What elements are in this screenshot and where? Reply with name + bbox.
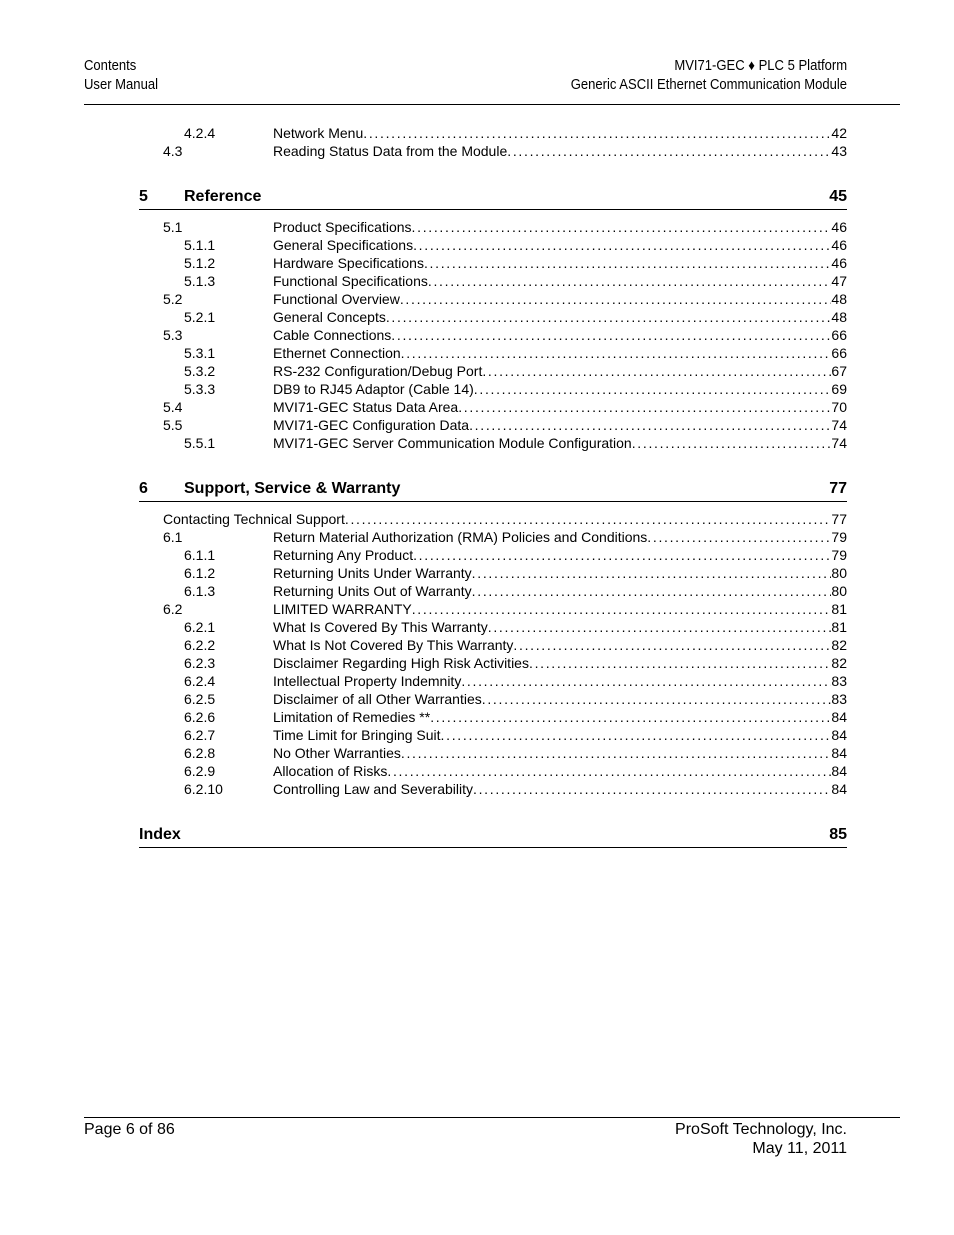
footer-date: May 11, 2011 <box>752 1140 847 1157</box>
toc-entry[interactable] <box>139 344 847 362</box>
toc-entry-title: LIMITED WARRANTY <box>273 601 412 617</box>
toc-entry[interactable] <box>139 762 847 780</box>
toc-entry[interactable] <box>139 528 847 546</box>
footer-company: ProSoft Technology, Inc. <box>675 1121 847 1138</box>
toc-entry[interactable] <box>139 398 847 416</box>
toc-dot-leader <box>430 708 831 726</box>
toc-entry-page: 77 <box>831 511 847 527</box>
toc-entry-number: 4.2.4 <box>184 125 216 141</box>
toc-entry-title: Product Specifications <box>273 219 412 235</box>
toc-entry-number: 6.2.9 <box>184 763 216 779</box>
toc-entry-title: RS-232 Configuration/Debug Port <box>273 363 483 379</box>
toc-entry-page: 83 <box>831 673 847 689</box>
toc-entry-page: 84 <box>831 727 847 743</box>
toc-entry-title: MVI71-GEC Server Communication Module Configuration <box>273 435 632 451</box>
toc-dot-leader <box>400 290 832 308</box>
toc-entry-number: 6.2.2 <box>184 637 216 653</box>
toc-entry-title: Disclaimer of all Other Warranties <box>273 691 482 707</box>
toc-entry-title: General Specifications <box>273 237 414 253</box>
toc-entry-number: 6.2 <box>163 601 183 617</box>
toc-entry-page: 66 <box>831 345 847 361</box>
toc-entry-page: 82 <box>831 637 847 653</box>
header-divider <box>84 104 900 105</box>
toc-entry-number: 6.2.10 <box>184 781 223 797</box>
toc-entry-title: Cable Connections <box>273 327 392 343</box>
toc-dot-leader <box>386 308 832 326</box>
toc-entry-title: Allocation of Risks <box>273 763 388 779</box>
toc-entry[interactable] <box>139 546 847 564</box>
chapter-title: Reference <box>184 188 262 205</box>
toc-entry-number: 4.3 <box>163 143 183 159</box>
toc-entry-number: 6.2.3 <box>184 655 216 671</box>
toc-dot-leader <box>513 636 831 654</box>
toc-chapter-6-heading[interactable] <box>139 479 847 502</box>
toc-chapter-5-list <box>139 218 847 452</box>
toc-entry-title: Returning Units Out of Warranty <box>273 583 472 599</box>
toc-entry-page: 74 <box>831 417 847 433</box>
footer-divider <box>84 1117 900 1118</box>
toc-entry-page: 46 <box>831 255 847 271</box>
toc-dot-leader <box>441 726 832 744</box>
toc-dot-leader <box>482 690 832 708</box>
toc-entry[interactable] <box>139 142 847 160</box>
toc-entry-number: 6.1.3 <box>184 583 216 599</box>
toc-entry-page: 79 <box>831 529 847 545</box>
index-page: 85 <box>829 826 847 843</box>
toc-entry[interactable] <box>139 434 847 452</box>
toc-chapter-6-list <box>139 528 847 798</box>
toc-dot-leader <box>391 326 831 344</box>
toc-entry-page: 74 <box>831 435 847 451</box>
index-title: Index <box>139 826 181 843</box>
toc-entry-number: 5.2.1 <box>184 309 216 325</box>
toc-dot-leader <box>413 546 831 564</box>
toc-dot-leader <box>412 218 832 236</box>
footer-page-number: Page 6 of 86 <box>84 1121 175 1138</box>
toc-entry-number: 6.2.4 <box>184 673 216 689</box>
toc-entry-number: 5.2 <box>163 291 183 307</box>
toc-entry-title: Time Limit for Bringing Suit <box>273 727 441 743</box>
toc-entry-page: 80 <box>831 565 847 581</box>
toc-entry-title: What Is Not Covered By This Warranty <box>273 637 514 653</box>
toc-entry-title: Intellectual Property Indemnity <box>273 673 462 689</box>
toc-entry-page: 82 <box>831 655 847 671</box>
toc-dot-leader <box>363 124 831 142</box>
toc-entry-page: 81 <box>831 601 847 617</box>
toc-entry-number: 6.2.1 <box>184 619 216 635</box>
toc-entry-page: 48 <box>831 291 847 307</box>
toc-dot-leader <box>387 762 831 780</box>
toc-entry-title: Controlling Law and Severability <box>273 781 473 797</box>
toc-entry-title: Ethernet Connection <box>273 345 401 361</box>
toc-entry-title: Return Material Authorization (RMA) Policies and Conditions <box>273 529 648 545</box>
toc-entry-number: 5.5 <box>163 417 183 433</box>
toc-dot-leader <box>413 236 831 254</box>
toc-entry[interactable] <box>139 618 847 636</box>
toc-entry-title: Limitation of Remedies ** <box>273 709 431 725</box>
toc-entry[interactable] <box>139 254 847 272</box>
toc-entry-page: 66 <box>831 327 847 343</box>
toc-dot-leader <box>461 672 831 690</box>
toc-dot-leader <box>488 618 832 636</box>
toc-dot-leader <box>401 344 832 362</box>
toc-entry[interactable] <box>139 582 847 600</box>
toc-dot-leader <box>632 434 832 452</box>
toc-dot-leader <box>424 254 831 272</box>
toc-entry[interactable] <box>139 726 847 744</box>
toc-entry-number: 5.3.1 <box>184 345 216 361</box>
toc-entry-title: DB9 to RJ45 Adaptor (Cable 14) <box>273 381 474 397</box>
toc-entry-title: Functional Overview <box>273 291 400 307</box>
toc-entry-contacting-support[interactable] <box>139 510 847 528</box>
toc-entry-title: What Is Covered By This Warranty <box>273 619 488 635</box>
toc-entry-page: 80 <box>831 583 847 599</box>
header-module-title: Generic ASCII Ethernet Communication Module <box>570 77 847 93</box>
toc-entry[interactable] <box>139 600 847 618</box>
toc-entry-title: Returning Any Product <box>273 547 414 563</box>
toc-entry-page: 67 <box>831 363 847 379</box>
toc-entry-page: 70 <box>831 399 847 415</box>
toc-entry[interactable] <box>139 708 847 726</box>
toc-entry-title: Contacting Technical Support <box>163 511 345 527</box>
toc-entry[interactable] <box>139 362 847 380</box>
toc-entry-page: 47 <box>831 273 847 289</box>
table-of-contents <box>139 124 847 848</box>
toc-entry-page: 84 <box>831 763 847 779</box>
toc-dot-leader <box>472 564 832 582</box>
toc-entry[interactable] <box>139 308 847 326</box>
toc-dot-leader <box>458 398 831 416</box>
toc-entry[interactable] <box>139 636 847 654</box>
toc-entry-title: MVI71-GEC Status Data Area <box>273 399 459 415</box>
toc-entry-page: 69 <box>831 381 847 397</box>
toc-entry[interactable] <box>139 272 847 290</box>
page-footer-right <box>675 1120 847 1158</box>
toc-entry-title: Network Menu <box>273 125 364 141</box>
toc-entry-number: 6.2.6 <box>184 709 216 725</box>
toc-entry-page: 84 <box>831 781 847 797</box>
toc-dot-leader <box>474 380 832 398</box>
header-product-title: MVI71-GEC ♦ PLC 5 Platform <box>674 58 847 74</box>
chapter-number: 6 <box>139 480 148 497</box>
header-contents-label: Contents <box>84 58 137 74</box>
toc-entry-number: 5.1.2 <box>184 255 216 271</box>
toc-entry-number: 6.2.8 <box>184 745 216 761</box>
toc-entry[interactable] <box>139 380 847 398</box>
toc-entry[interactable] <box>139 672 847 690</box>
page-header-left <box>84 57 158 95</box>
toc-entry-number: 5.3 <box>163 327 183 343</box>
toc-dot-leader <box>529 654 831 672</box>
toc-entry-title: MVI71-GEC Configuration Data <box>273 417 470 433</box>
toc-entry-number: 5.3.2 <box>184 363 216 379</box>
toc-entry-page: 42 <box>831 125 847 141</box>
toc-entry[interactable] <box>139 564 847 582</box>
toc-entry[interactable] <box>139 124 847 142</box>
toc-entry[interactable] <box>139 416 847 434</box>
toc-dot-leader <box>401 744 832 762</box>
toc-dot-leader <box>412 600 832 618</box>
toc-entry-page: 79 <box>831 547 847 563</box>
toc-entry-page: 43 <box>831 143 847 159</box>
toc-chapter-5-heading[interactable] <box>139 187 847 210</box>
toc-dot-leader <box>472 582 832 600</box>
toc-entry-number: 5.4 <box>163 399 183 415</box>
toc-entry-number: 5.1.1 <box>184 237 216 253</box>
toc-entry[interactable] <box>139 744 847 762</box>
toc-entry-page: 46 <box>831 237 847 253</box>
chapter-title: Support, Service & Warranty <box>184 480 401 497</box>
toc-entry[interactable] <box>139 780 847 798</box>
toc-entry-page: 48 <box>831 309 847 325</box>
toc-entry[interactable] <box>139 218 847 236</box>
toc-entry-title: Disclaimer Regarding High Risk Activities <box>273 655 529 671</box>
toc-entry-number: 6.1.2 <box>184 565 216 581</box>
toc-entry-page: 84 <box>831 709 847 725</box>
toc-entry-page: 84 <box>831 745 847 761</box>
toc-dot-leader <box>647 528 831 546</box>
page-header-right <box>571 57 847 95</box>
toc-entry[interactable] <box>139 236 847 254</box>
toc-dot-leader <box>482 362 831 380</box>
toc-index-heading[interactable] <box>139 825 847 848</box>
toc-entry-number: 6.1 <box>163 529 183 545</box>
toc-entry[interactable] <box>139 326 847 344</box>
toc-entry-title: General Concepts <box>273 309 386 325</box>
toc-entry-title: Functional Specifications <box>273 273 428 289</box>
toc-dot-leader <box>428 272 832 290</box>
toc-entry-title: Returning Units Under Warranty <box>273 565 472 581</box>
toc-entry-number: 5.3.3 <box>184 381 216 397</box>
toc-entry-number: 5.1.3 <box>184 273 216 289</box>
toc-entry-title: No Other Warranties <box>273 745 401 761</box>
toc-entry[interactable] <box>139 690 847 708</box>
toc-dot-leader <box>345 510 832 528</box>
toc-entry-page: 46 <box>831 219 847 235</box>
toc-entry-number: 6.2.7 <box>184 727 216 743</box>
toc-entry[interactable] <box>139 654 847 672</box>
toc-entry-number: 5.5.1 <box>184 435 216 451</box>
toc-entry[interactable] <box>139 290 847 308</box>
toc-entry-number: 6.1.1 <box>184 547 216 563</box>
toc-dot-leader <box>473 780 831 798</box>
toc-entry-title: Reading Status Data from the Module <box>273 143 508 159</box>
toc-entry-page: 81 <box>831 619 847 635</box>
toc-entry-number: 5.1 <box>163 219 183 235</box>
header-user-manual-label: User Manual <box>84 77 158 93</box>
toc-entry-number: 6.2.5 <box>184 691 216 707</box>
toc-dot-leader <box>507 142 831 160</box>
chapter-page: 45 <box>829 188 847 205</box>
toc-entry-title: Hardware Specifications <box>273 255 424 271</box>
toc-intro-list <box>139 124 847 160</box>
toc-dot-leader <box>469 416 831 434</box>
chapter-page: 77 <box>829 480 847 497</box>
toc-entry-page: 83 <box>831 691 847 707</box>
chapter-number: 5 <box>139 188 148 205</box>
